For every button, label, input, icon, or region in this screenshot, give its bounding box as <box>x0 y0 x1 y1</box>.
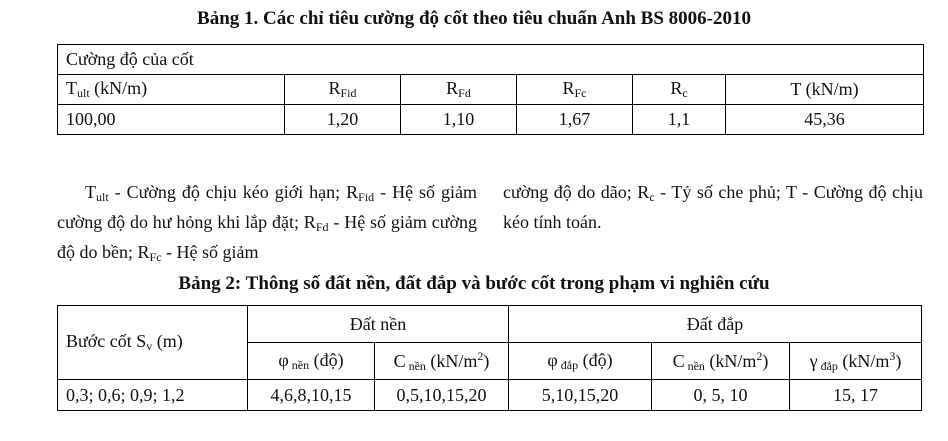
legend-paragraph-right: cường độ do dão; $R_c$ - Tỷ số che phủ; T - Cường độ chịu kéo tính toán. <box>503 182 924 232</box>
group-header-cell: Cường độ của cốt <box>58 45 924 75</box>
header-phi-fill: φ $_{đắp}$ (độ) <box>509 343 652 380</box>
table2-title: Bảng 2: Thông số đất nền, đất đắp và bước cốt trong phạm vi nghiên cứu <box>178 273 770 294</box>
header-gamma-fill: γ $_{đắp}$ $(kN/m^3)$ <box>790 343 922 380</box>
table-cell: 100,00 <box>58 105 285 135</box>
table-row <box>58 45 924 75</box>
header-c-foundation: C $_{nền}$ $(kN/m^2)$ <box>375 343 509 380</box>
strength-table <box>57 44 924 135</box>
table-cell: 4,6,8,10,15 <box>248 380 375 411</box>
table-cell: 45,36 <box>726 105 924 135</box>
header-tult: $T_{ult}$ (kN/m) <box>58 75 285 105</box>
table-cell: 1,20 <box>285 105 401 135</box>
table-cell: 1,67 <box>517 105 633 135</box>
table1-title: Bảng 1. Các chỉ tiêu cường độ cốt theo tiêu chuẩn Anh BS 8006-2010 <box>197 8 751 29</box>
legend-paragraph-left: $T_{ult}$ - Cường độ chịu kéo giới hạn; $R_{Fid}$ - Hệ số giảm cường độ do hư hỏng khi lắp đặt; $R_{Fd}$ - Hệ số giảm cường độ do bền; $R_{Fc}$ - Hệ số giảm <box>57 182 477 264</box>
table-row <box>58 105 924 135</box>
group-foundation-soil: Đất nền <box>248 306 509 343</box>
group-fill-soil: Đất đắp <box>509 306 922 343</box>
header-rfid: $R_{Fid}$ <box>285 75 401 105</box>
header-rfd: $R_{Fd}$ <box>401 75 517 105</box>
table-row <box>58 380 922 411</box>
table-header-row <box>58 75 924 105</box>
table-cell: 1,10 <box>401 105 517 135</box>
soil-parameters-table <box>57 305 922 411</box>
table-cell: 0,3; 0,6; 0,9; 1,2 <box>58 380 248 411</box>
table-cell: 5,10,15,20 <box>509 380 652 411</box>
header-spacing: Bước cốt $S_v$ (m) <box>58 306 248 380</box>
table-cell: 0, 5, 10 <box>652 380 790 411</box>
header-c-fill: C $_{nền}$ $(kN/m^2)$ <box>652 343 790 380</box>
header-rc: $R_c$ <box>633 75 726 105</box>
header-t: T (kN/m) <box>726 75 924 105</box>
header-rfc: $R_{Fc}$ <box>517 75 633 105</box>
table-header-row <box>58 306 922 343</box>
table-cell: 0,5,10,15,20 <box>375 380 509 411</box>
header-phi-foundation: φ $_{nền}$ (độ) <box>248 343 375 380</box>
table-cell: 1,1 <box>633 105 726 135</box>
table-cell: 15, 17 <box>790 380 922 411</box>
